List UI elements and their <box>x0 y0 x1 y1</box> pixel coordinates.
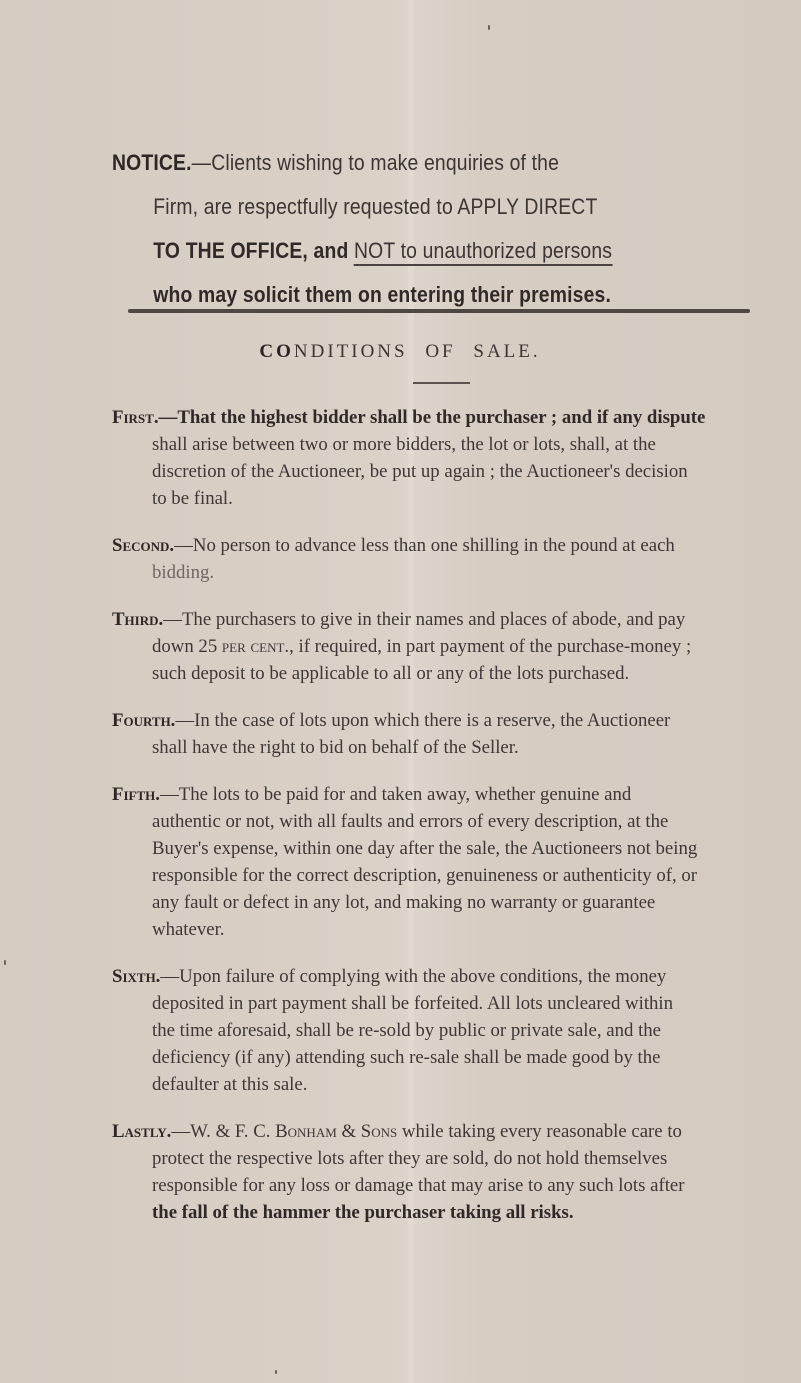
notice-line-2 <box>112 185 768 229</box>
condition-text: —No person to advance less than one shilling in the pound at each <box>174 535 675 556</box>
condition-label: Second. <box>112 535 175 556</box>
condition-first <box>112 404 772 512</box>
condition-text: such deposit to be applicable to all or any of the lots purchased. <box>152 663 630 684</box>
title-initial: CO <box>259 341 294 362</box>
condition-text: deposited in part payment shall be forfeited. All lots uncleared within <box>152 993 674 1014</box>
notice-text: TO THE OFFICE, and <box>153 238 355 263</box>
ink-speck <box>488 25 490 30</box>
notice-text: —Clients wishing to make enquiries of the <box>191 150 560 175</box>
condition-sixth <box>112 963 772 1098</box>
condition-lastly <box>112 1118 772 1226</box>
condition-text: —In the case of lots upon which there is a reserve, the Auctioneer <box>175 710 671 731</box>
condition-label: Fifth. <box>112 784 160 805</box>
condition-text: responsible for the correct description, genuineness or authenticity of, or <box>152 865 698 886</box>
ink-speck <box>4 960 6 965</box>
condition-text: the fall of the hammer the purchaser taking all risks. <box>152 1202 574 1223</box>
divider-rule <box>128 309 750 313</box>
condition-text: —Upon failure of complying with the above conditions, the money <box>160 966 667 987</box>
condition-text: deficiency (if any) attending such re-sale shall be made good by the <box>152 1047 661 1068</box>
condition-text: —The purchasers to give in their names and places of abode, and pay <box>163 609 686 630</box>
notice-block <box>112 141 768 317</box>
condition-text: to be final. <box>152 488 233 509</box>
condition-text: whatever. <box>152 919 225 940</box>
condition-text: , if required, in part payment of the purchase-money ; <box>289 636 692 657</box>
notice-underlined-text: NOT to unauthorized persons <box>354 238 612 266</box>
condition-text: the time aforesaid, shall be re-sold by public or private sale, and the <box>152 1020 662 1041</box>
conditions-list <box>112 404 772 1246</box>
condition-label: Lastly. <box>112 1121 172 1142</box>
condition-text: shall have the right to bid on behalf of the Seller. <box>152 737 519 758</box>
title-underline <box>413 382 470 384</box>
condition-text: authentic or not, with all faults and errors of every description, at the <box>152 811 669 832</box>
condition-label: First. <box>112 407 159 428</box>
condition-label: Third. <box>112 609 164 630</box>
notice-text: who may solicit them on entering their premises. <box>153 282 612 307</box>
condition-text: —The lots to be paid for and taken away, whether genuine and <box>159 784 632 805</box>
condition-text: down 25 <box>152 636 222 657</box>
condition-label: Sixth. <box>112 966 161 987</box>
notice-lead: NOTICE. <box>112 150 192 175</box>
condition-text: —That the highest bidder shall be the purchaser ; and if any dispute <box>158 407 706 428</box>
condition-text: any fault or defect in any lot, and making no warranty or guarantee <box>152 892 656 913</box>
condition-text: shall arise between two or more bidders, the lot or lots, shall, at the <box>152 434 656 455</box>
notice-line-1 <box>112 141 768 185</box>
condition-text: —W. & F. C. <box>171 1121 276 1142</box>
title-text: NDITIONS OF SALE. <box>293 341 541 362</box>
ink-speck <box>275 1370 277 1374</box>
page-title <box>200 341 600 363</box>
condition-fifth <box>112 781 772 943</box>
condition-text: responsible for any loss or damage that may arise to any such lots after <box>152 1175 685 1196</box>
condition-text: defaulter at this sale. <box>152 1074 308 1095</box>
condition-label: Fourth. <box>112 710 176 731</box>
condition-text: while taking every reasonable care to <box>397 1121 682 1142</box>
condition-text: per cent. <box>221 636 290 657</box>
condition-third <box>112 606 772 687</box>
condition-text: discretion of the Auctioneer, be put up again ; the Auctioneer's decision <box>152 461 688 482</box>
firm-name: Bonham & Sons <box>275 1121 398 1142</box>
condition-second <box>112 532 772 586</box>
condition-text: protect the respective lots after they are sold, do not hold themselves <box>152 1148 668 1169</box>
condition-text: Buyer's expense, within one day after the sale, the Auctioneers not being <box>152 838 698 859</box>
condition-text: bidding. <box>152 562 215 583</box>
notice-line-3 <box>112 229 768 273</box>
condition-fourth <box>112 707 772 761</box>
notice-text: Firm, are respectfully requested to APPLY DIRECT <box>153 194 598 219</box>
